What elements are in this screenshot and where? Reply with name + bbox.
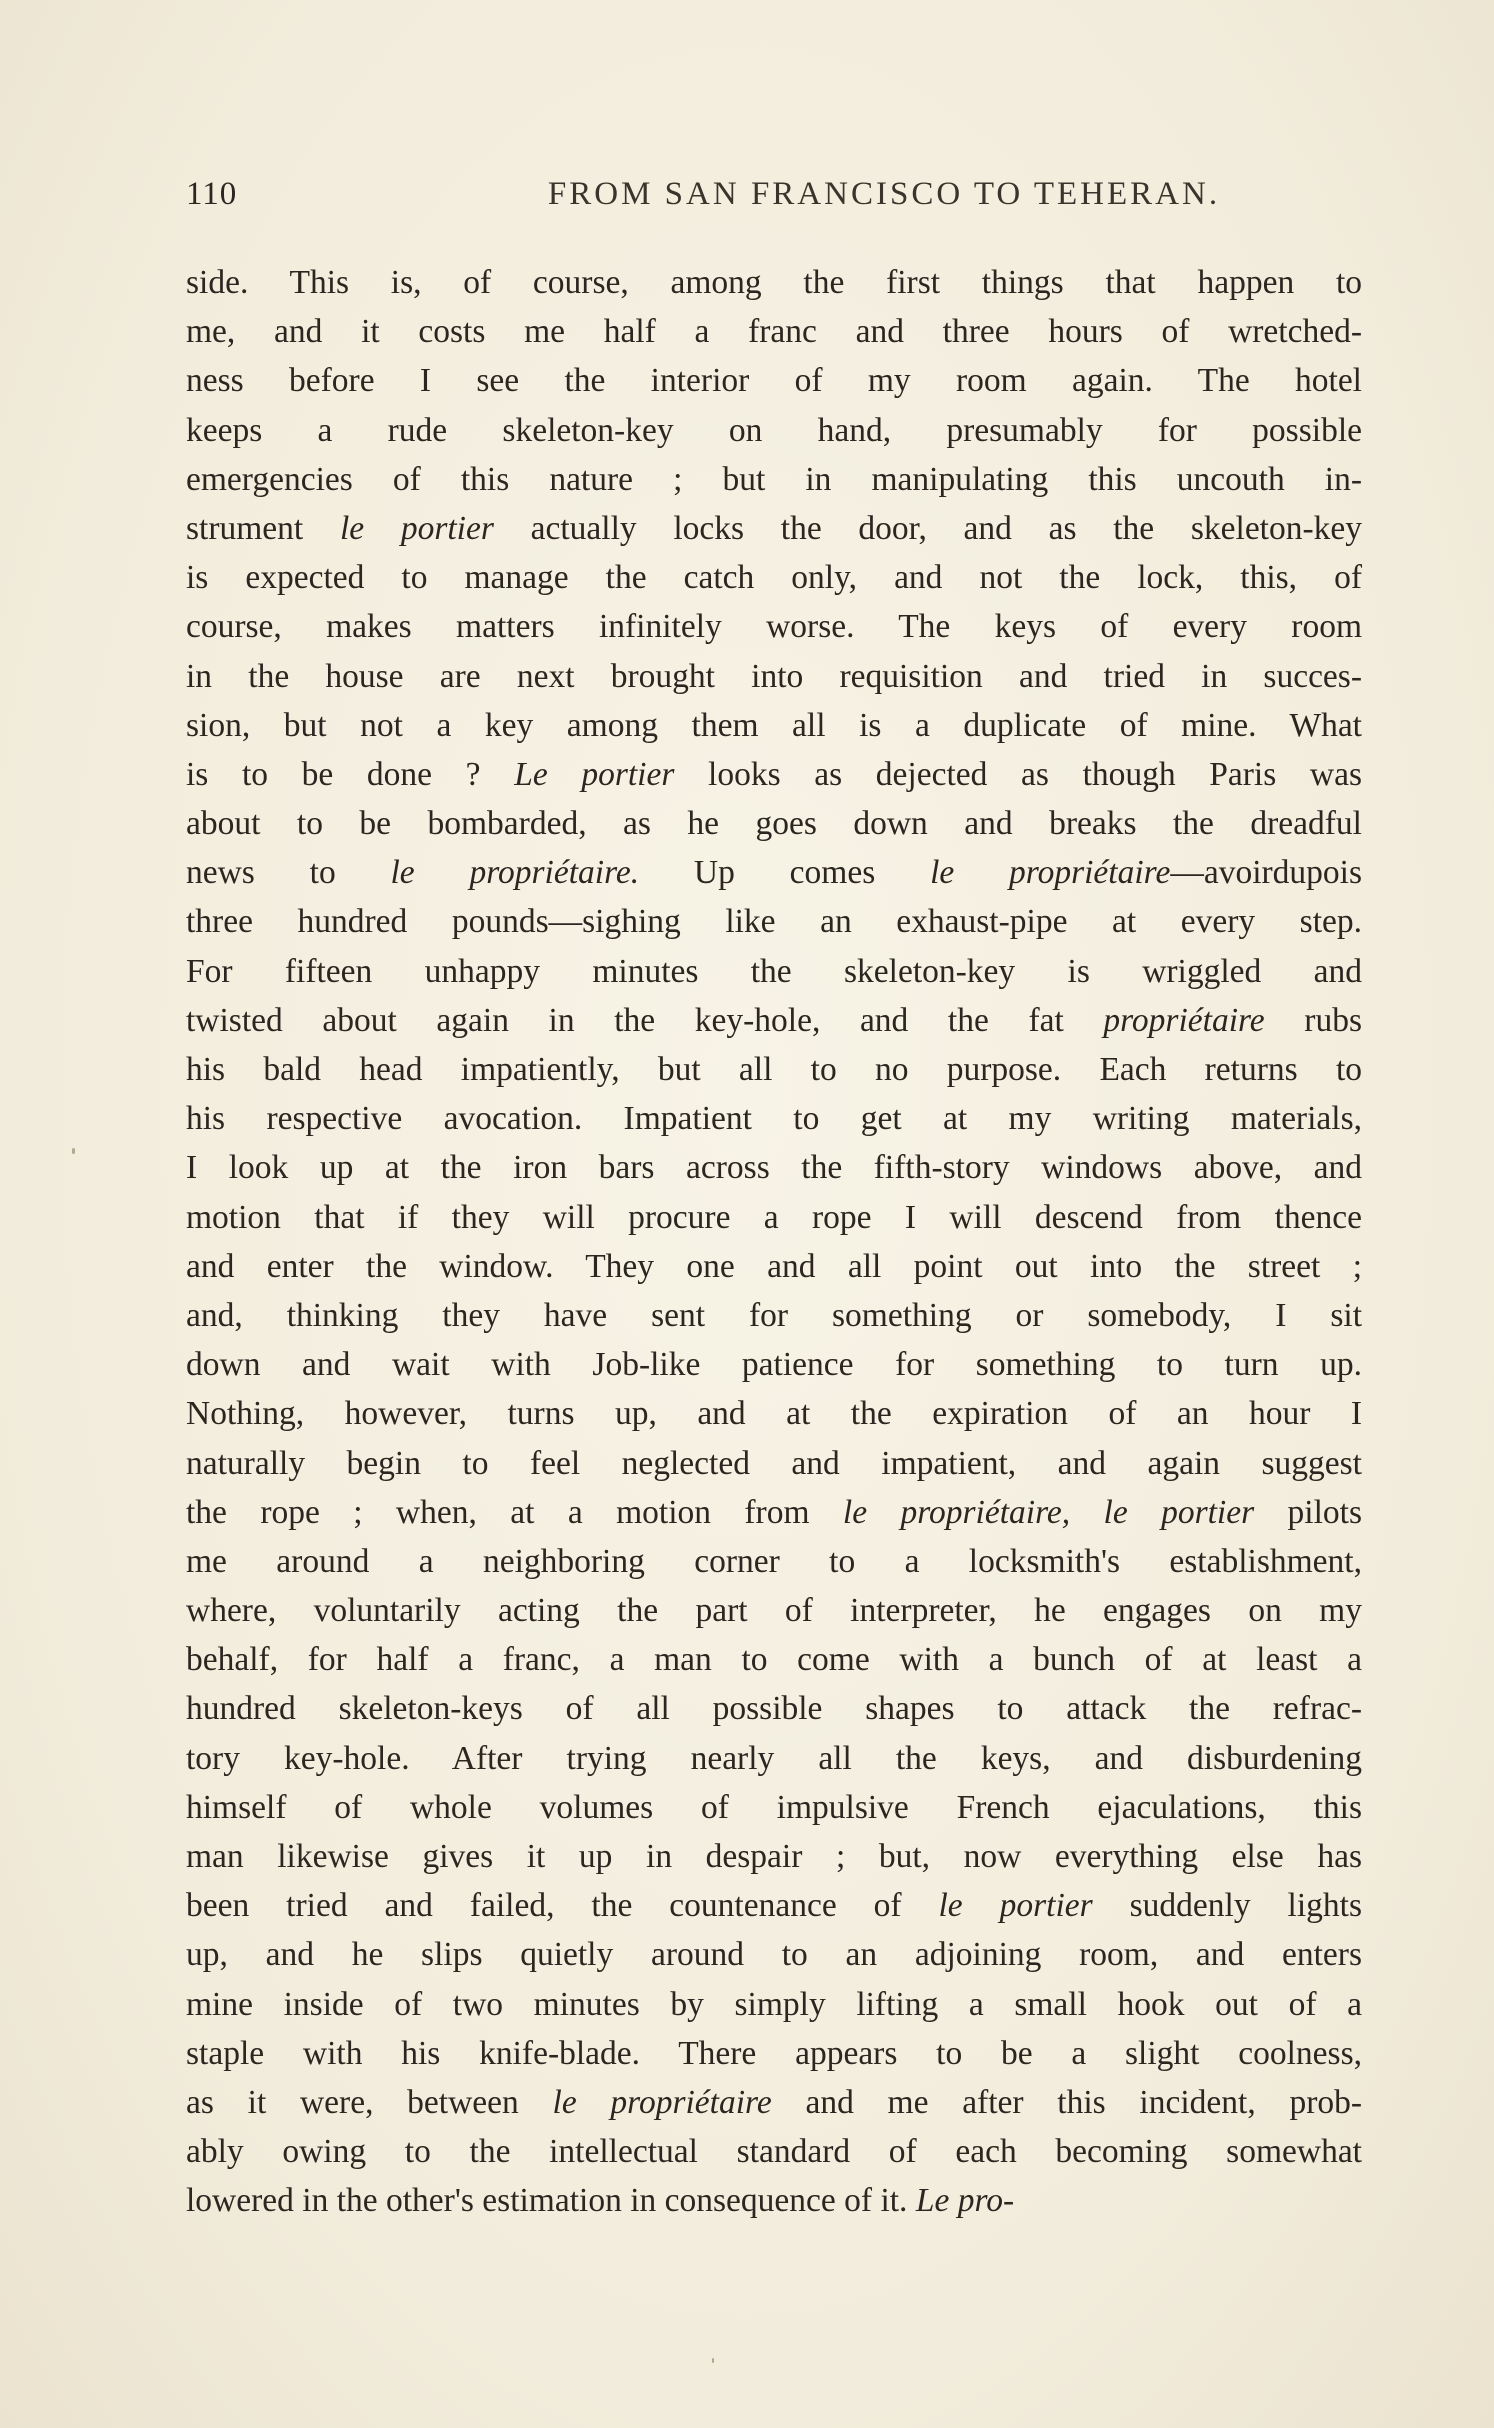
text-run: his respective avocation. Impatient to get at my writing materials,: [186, 1100, 1362, 1138]
text-run: emergencies of this nature ; but in manipulating this uncouth in-: [186, 460, 1362, 498]
text-run: Nothing, however, turns up, and at the expiration of an hour I: [186, 1395, 1362, 1433]
page-header: [186, 176, 1362, 226]
text-run: man likewise gives it up in despair ; but, now everything else has: [186, 1838, 1362, 1875]
text-line: [186, 1045, 1362, 1094]
text-line: [186, 2127, 1362, 2176]
text-line: [186, 1881, 1362, 1930]
text-run: mine inside of two minutes by simply lifting a small hook out of a: [186, 1985, 1362, 2023]
text-line: [186, 1930, 1362, 1979]
italic-phrase: Le pro-: [915, 2182, 1015, 2220]
text-line: [186, 848, 1362, 897]
text-run: course, makes matters infinitely worse. The keys of every room: [186, 608, 1362, 646]
text-run: naturally begin to feel neglected and impatient, and again suggest: [186, 1444, 1362, 1482]
text-line: [186, 1832, 1362, 1881]
text-run: hundred skeleton-keys of all possible shapes to attack the refrac-: [186, 1690, 1362, 1728]
text-run: motion that if they will procure a rope I will descend from thence: [186, 1198, 1362, 1236]
text-run: ness before I see the interior of my room again. The hotel: [186, 362, 1362, 400]
text-line: [186, 1193, 1362, 1242]
text-line: [186, 1734, 1362, 1783]
italic-phrase: le propriétaire, le portier: [842, 1493, 1255, 1531]
text-run: where, voluntarily acting the part of interpreter, he engages on my: [186, 1592, 1362, 1630]
italic-phrase: le portier: [339, 509, 494, 547]
text-run: ably owing to the intellectual standard of each becoming somewhat: [186, 2133, 1362, 2171]
text-run: sion, but not a key among them all is a duplicate of mine. What: [186, 706, 1362, 744]
text-run: and enter the window. They one and all point out into the street ;: [186, 1247, 1362, 1285]
text-run: pilots: [1254, 1493, 1363, 1531]
text-line: [186, 2078, 1362, 2127]
italic-phrase: propriétaire: [1103, 1001, 1265, 1039]
ink-speck: [712, 2358, 714, 2363]
text-line: [186, 1439, 1362, 1488]
text-line: [186, 750, 1362, 799]
text-run: down and wait with Job-like patience for something to turn up.: [186, 1346, 1362, 1384]
text-run: I look up at the iron bars across the fifth-story windows above, and: [186, 1149, 1362, 1187]
text-run: keeps a rude skeleton-key on hand, presumably for possible: [186, 411, 1362, 449]
text-line: [186, 1684, 1362, 1733]
text-line: [186, 1143, 1362, 1192]
body-text: [186, 258, 1362, 2226]
text-line: [186, 406, 1362, 455]
text-line: [186, 356, 1362, 405]
text-run: and, thinking they have sent for something or somebody, I sit: [186, 1296, 1362, 1334]
text-run: me, and it costs me half a franc and three hours of wretched-: [186, 313, 1362, 351]
text-run: staple with his knife-blade. There appears to be a slight coolness,: [186, 2034, 1362, 2072]
text-line: [186, 947, 1362, 996]
text-run: is expected to manage the catch only, and not the lock, this, of: [186, 559, 1362, 597]
text-run: up, and he slips quietly around to an adjoining room, and enters: [186, 1936, 1362, 1974]
text-run: For fifteen unhappy minutes the skeleton-key is wriggled and: [186, 952, 1362, 990]
ink-speck: [72, 1148, 75, 1154]
text-line: [186, 897, 1362, 946]
text-run: lowered in the other's estimation in consequence of it.: [186, 2182, 916, 2220]
text-line: [186, 2176, 1362, 2225]
text-line: [186, 553, 1362, 602]
text-run: tory key-hole. After trying nearly all the keys, and disburdening: [186, 1739, 1362, 1777]
italic-phrase: le propriétaire: [930, 854, 1171, 892]
text-line: [186, 799, 1362, 848]
running-title: FROM SAN FRANCISCO TO TEHERAN.: [547, 176, 1221, 212]
text-line: [186, 1340, 1362, 1389]
text-run: me around a neighboring corner to a locksmith's establishment,: [186, 1542, 1362, 1580]
text-line: [186, 1291, 1362, 1340]
text-run: behalf, for half a franc, a man to come with a bunch of at least a: [186, 1641, 1362, 1679]
text-run: twisted about again in the key-hole, and the fat: [186, 1001, 1104, 1039]
text-line: [186, 1094, 1362, 1143]
text-line: [186, 602, 1362, 651]
text-run: news to: [186, 854, 391, 892]
italic-phrase: le portier: [938, 1887, 1093, 1925]
text-run: rubs: [1264, 1001, 1362, 1039]
text-line: [186, 1488, 1362, 1537]
text-run: side. This is, of course, among the first things that happen to: [186, 264, 1362, 301]
text-run: suddenly lights: [1092, 1887, 1362, 1925]
text-run: the rope ; when, at a motion from: [186, 1493, 843, 1531]
italic-phrase: le propriétaire: [552, 2083, 772, 2121]
text-run: as it were, between: [186, 2083, 553, 2121]
text-line: [186, 1537, 1362, 1586]
text-line: [186, 1980, 1362, 2029]
text-run: about to be bombarded, as he goes down and breaks the dreadful: [186, 805, 1362, 843]
text-run: three hundred pounds—sighing like an exhaust-pipe at every step.: [186, 903, 1362, 941]
text-line: [186, 504, 1362, 553]
italic-phrase: Le portier: [514, 755, 675, 793]
text-run: strument: [186, 509, 340, 547]
text-run: in the house are next brought into requisition and tried in succes-: [186, 657, 1362, 695]
text-run: is to be done ?: [186, 755, 515, 793]
text-line: [186, 1783, 1362, 1832]
text-line: [186, 1389, 1362, 1438]
page-number: 110: [186, 176, 238, 212]
text-line: [186, 1242, 1362, 1291]
text-line: [186, 652, 1362, 701]
text-run: and me after this incident, prob-: [771, 2083, 1362, 2121]
text-line: [186, 1586, 1362, 1635]
text-run: his bald head impatiently, but all to no purpose. Each returns to: [186, 1051, 1362, 1088]
text-run: Up comes: [639, 854, 931, 892]
text-line: [186, 455, 1362, 504]
text-line: [186, 701, 1362, 750]
text-line: [186, 996, 1362, 1045]
text-run: himself of whole volumes of impulsive French ejaculations, this: [186, 1788, 1362, 1826]
italic-phrase: le propriétaire.: [390, 854, 640, 892]
text-run: looks as dejected as though Paris was: [674, 755, 1362, 793]
text-run: actually locks the door, and as the skeleton-key: [493, 509, 1363, 547]
text-line: [186, 307, 1362, 356]
text-line: [186, 1635, 1362, 1684]
text-line: [186, 2029, 1362, 2078]
text-line: [186, 258, 1362, 307]
text-run: been tried and failed, the countenance of: [186, 1887, 939, 1925]
text-run: —avoirdupois: [1170, 854, 1363, 892]
